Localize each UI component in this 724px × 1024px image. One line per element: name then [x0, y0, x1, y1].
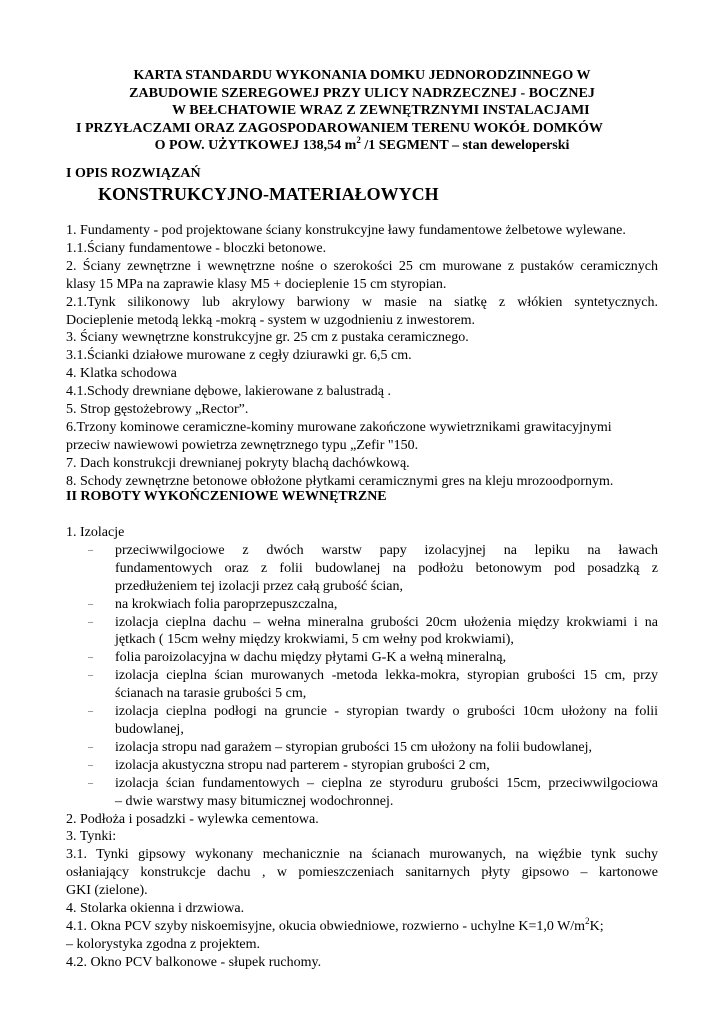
section1-heading: I OPIS ROZWIĄZAŃ [66, 166, 201, 181]
dash-bullet-icon: – [88, 670, 93, 682]
title-line: ZABUDOWIE SZEREGOWEJ PRZY ULICY NADRZECZNEJ - BOCZNEJ [129, 85, 595, 101]
dash-bullet-icon: – [88, 616, 93, 628]
okna-superscript: 2 [585, 915, 590, 926]
section2-item-stolarka: 4. Stolarka okienna i drzwiowa. [66, 901, 245, 917]
okna-unit: K; [589, 918, 604, 934]
izolacje-list [66, 542, 658, 811]
dash-bullet-icon: – [88, 544, 93, 556]
dash-bullet-icon: – [88, 598, 93, 610]
section2-item-izolacje: 1. Izolacje [66, 525, 125, 540]
list-item-line: izolacja cieplna dachu – wełna mineralna grubości 20cm ułożenia między krokwiami i na [115, 614, 658, 630]
list-item [66, 596, 658, 614]
list-item-line: izolacja akustyczna stropu nad parterem - styropian grubości 2 cm, [115, 757, 490, 773]
title-area-text: O POW. UŻYTKOWEJ 138,54 m [154, 138, 357, 154]
section2-heading: II ROBOTY WYKOŃCZENIOWE WEWNĘTRZNE [66, 489, 387, 504]
dash-bullet-icon: – [88, 759, 93, 771]
list-item-line: – dwie warstwy masy bitumicznej wodochronnej. [115, 793, 394, 809]
section1-item: 4.1.Schody drewniane dębowe, lakierowane z balustradą . [66, 384, 391, 400]
document-title [66, 67, 658, 155]
section1-item: 1.1.Ściany fundamentowe - bloczki betonowe. [66, 240, 327, 256]
list-item-line: izolacja cieplna ścian murowanych -metoda lekka-mokra, styropian grubości 15 cm, przy [115, 668, 658, 684]
section1-item: 4. Klatka schodowa [66, 366, 177, 382]
section1-item: 5. Strop gęstożebrowy „Rector”. [66, 402, 249, 418]
section1-item: klasy 15 MPa na zaprawie klasy M5 + docieplenie 15 cm styropian. [66, 276, 447, 292]
dash-bullet-icon: – [88, 652, 93, 664]
section1-item: 3. Ściany wewnętrzne konstrukcyjne gr. 25 cm z pustaka ceramicznego. [66, 330, 469, 346]
list-item-line: budowlanej, [115, 721, 184, 737]
section1-item: 2.1.Tynk silikonowy lub akrylowy barwiony w masie na siatkę z włókien syntetycznych. [66, 294, 658, 310]
dash-bullet-icon: – [88, 706, 93, 718]
dash-bullet-icon: – [88, 741, 93, 753]
list-item [66, 614, 658, 650]
list-item-line: izolacja cieplna podłogi na gruncie - styropian twardy o grubości 10cm ułożony na folii [115, 704, 658, 720]
list-item [66, 775, 658, 811]
section2-item-tynki-detail: osłaniający konstrukcje dachu , w pomieszczeniach sanitarnych płyty gipsowo – kartonowe [66, 865, 658, 881]
section1-body [66, 222, 658, 491]
section2-item-tynki: 3. Tynki: [66, 829, 117, 845]
section2-item-tynki-detail: 3.1. Tynki gipsowy wykonany mechanicznie na ścianach murowanych, na więźbie tynk suchy [66, 847, 658, 863]
section1-item: Docieplenie metodą lekką -mokrą - system w uzgodnieniu z inwestorem. [66, 312, 475, 328]
title-line: W BEŁCHATOWIE WRAZ Z ZEWNĘTRZNYMI INSTALACJAMI [172, 103, 590, 119]
list-item-line: przedłużeniem tej izolacji przez całą grubość ścian, [115, 578, 404, 594]
list-item [66, 739, 658, 757]
title-line [66, 137, 658, 155]
section1-item: 8. Schody zewnętrzne betonowe obłożone płytkami ceramicznymi gres na kleju mrozoodpornym. [66, 473, 614, 489]
dash-bullet-icon: – [88, 777, 93, 789]
section1-item: 1. Fundamenty - pod projektowane ściany konstrukcyjne ławy fundamentowe żelbetowe wylewane. [66, 223, 626, 238]
title-area-superscript: 2 [356, 135, 361, 146]
list-item-line: izolacja stropu nad garażem – styropian grubości 15 cm ułożony na folii budowlanej, [115, 739, 593, 755]
section2-item-okno-balkonowe: 4.2. Okno PCV balkonowe - słupek ruchomy. [66, 954, 322, 970]
list-item-line: na krokwiach folia paroprzepuszczalna, [115, 596, 338, 612]
list-item-line: ścianach na tarasie grubości 5 cm, [115, 686, 307, 702]
list-item [66, 542, 658, 596]
title-line: I PRZYŁACZAMI ORAZ ZAGOSPODAROWANIEM TERENU WOKÓŁ DOMKÓW [76, 120, 603, 136]
list-item-line: jętkach ( 15cm wełny między krokwiami, 5 cm wełny pod krokwiami), [115, 632, 514, 648]
section1-item: 7. Dach konstrukcji drewnianej pokryty blachą dachówkową. [66, 455, 410, 471]
okna-text: 4.1. Okna PCV szyby niskoemisyjne, okucia obwiedniowe, rozwierno - uchylne K=1,0 W/m [66, 918, 586, 934]
section2-item-podloza: 2. Podłoża i posadzki - wylewka cementowa. [66, 811, 319, 827]
section1-item: 3.1.Ścianki działowe murowane z cegły dziurawki gr. 6,5 cm. [66, 348, 412, 364]
list-item [66, 703, 658, 739]
section1-item: 6.Trzony kominowe ceramiczne-kominy murowane zakończone wywietrznikami grawitacyjnymi [66, 419, 612, 435]
list-item-line: folia paroizolacyjna w dachu między płytami G-K a wełną mineralną, [115, 650, 507, 666]
list-item [66, 649, 658, 667]
list-item-line: przeciwwilgociowe z dwóch warstw papy izolacyjnej na lepiku na ławach [115, 542, 658, 558]
section2-body [66, 524, 658, 972]
section2-item-okna-color: – kolorystyka zgodna z projektem. [66, 936, 261, 952]
title-segment-text: /1 SEGMENT – stan deweloperski [360, 138, 570, 154]
list-item-line: fundamentowych oraz z folii budowlanej na podłożu betonowym pod posadzką z [115, 560, 658, 576]
title-line: KARTA STANDARDU WYKONANIA DOMKU JEDNORODZINNEGO W [133, 68, 591, 83]
section1-subheading: KONSTRUKCYJNO-MATERIAŁOWYCH [98, 184, 439, 204]
section2-item-okna [66, 915, 658, 936]
section2-item-tynki-detail: GKI (zielone). [66, 883, 148, 899]
list-item [66, 757, 658, 775]
section1-item: 2. Ściany zewnętrzne i wewnętrzne nośne o szerokości 25 cm murowane z pustaków ceramicznych [66, 258, 658, 274]
section1-item: przeciw nawiewowi powietrza zewnętrznego typu „Zefir "150. [66, 437, 419, 453]
list-item [66, 667, 658, 703]
list-item-line: izolacja ścian fundamentowych – cieplna ze styroduru grubości 15cm, przeciwwilgociowa [115, 775, 658, 791]
